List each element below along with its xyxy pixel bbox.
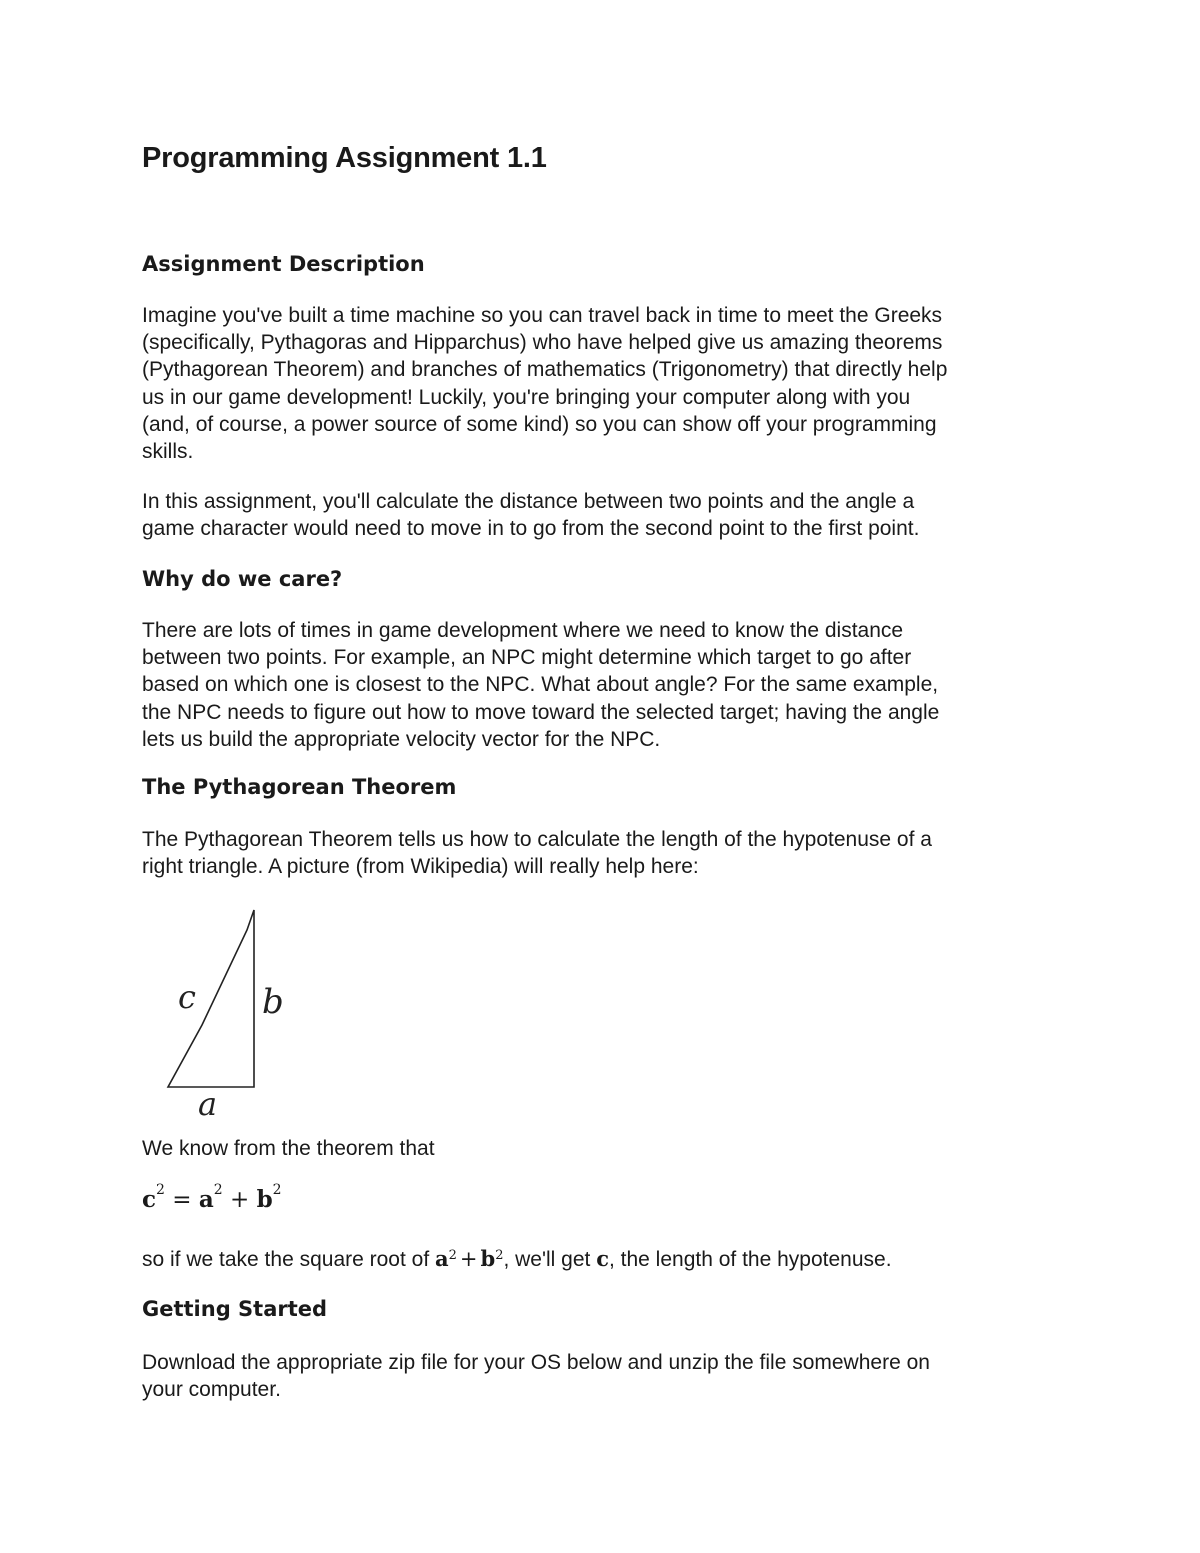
text-line: We know from the theorem that [142, 1137, 435, 1160]
label-c: c [178, 978, 196, 1016]
eq-exp: 2 [272, 1182, 282, 1198]
text-line: based on which one is closest to the NPC. What about angle? For the same example, [142, 673, 939, 697]
inline-math-c: c [596, 1246, 609, 1271]
heading-assignment-description: Assignment Description [142, 252, 425, 276]
text-line: lets us build the appropriate velocity vector for the NPC. [142, 727, 661, 751]
heading-getting-started: Getting Started [142, 1297, 328, 1321]
text-line: (specifically, Pythagoras and Hipparchus) who have helped give us amazing theorems [142, 331, 943, 355]
paragraph-square-root [142, 1245, 1047, 1273]
heading-pythagorean-theorem: The Pythagorean Theorem [142, 775, 457, 799]
text-line: your computer. [142, 1378, 281, 1402]
math-exp: 2 [448, 1248, 457, 1263]
paragraph-assignment-goal [142, 488, 1047, 542]
eq-plus: + [229, 1187, 250, 1213]
right-triangle-diagram [142, 895, 342, 1125]
text-line: skills. [142, 440, 194, 464]
text-line: There are lots of times in game development where we need to know the distance [142, 619, 904, 642]
text-line: (and, of course, a power source of some kind) so you can show off your programming [142, 412, 937, 436]
eq-c: c [142, 1186, 157, 1213]
right-triangle-figure [142, 895, 342, 1130]
sqrt-text-before: so if we take the square root of [142, 1248, 435, 1271]
text-line: between two points. For example, an NPC might determine which target to go after [142, 646, 912, 670]
paragraph-we-know [142, 1135, 1047, 1162]
math-plus: + [459, 1247, 478, 1271]
text-line: (Pythagorean Theorem) and branches of mathematics (Trigonometry) that directly help [142, 358, 948, 382]
text-line: The Pythagorean Theorem tells us how to calculate the length of the hypotenuse of a [142, 828, 932, 851]
math-a: a [435, 1246, 449, 1271]
sqrt-text-after: , the length of the hypotenuse. [608, 1248, 892, 1271]
pythagorean-equation [142, 1182, 282, 1213]
inline-math-sum [435, 1246, 503, 1271]
sqrt-text-middle: , we'll get [503, 1248, 597, 1271]
eq-a: a [198, 1186, 214, 1213]
text-line: Download the appropriate zip file for your OS below and unzip the file somewhere on [142, 1351, 930, 1374]
text-line: game character would need to move in to go from the second point to the first point. [142, 517, 920, 541]
eq-equals: = [172, 1187, 192, 1213]
text-line: us in our game development! Luckily, you're bringing your computer along with you [142, 385, 911, 409]
heading-why-do-we-care: Why do we care? [142, 567, 343, 591]
text-line: right triangle. A picture (from Wikipedia) will really help here: [142, 855, 699, 879]
text-line [142, 1245, 1047, 1273]
paragraph-getting-started [142, 1349, 1047, 1403]
text-line: Imagine you've built a time machine so you can travel back in time to meet the Greeks [142, 304, 943, 327]
eq-b: b [256, 1186, 273, 1213]
text-line: In this assignment, you'll calculate the distance between two points and the angle a [142, 490, 915, 513]
text-line: the NPC needs to figure out how to move toward the selected target; having the angle [142, 700, 940, 724]
math-b: b [480, 1246, 496, 1271]
label-b: b [262, 982, 284, 1022]
paragraph-why [142, 617, 1047, 753]
eq-exp: 2 [156, 1182, 165, 1198]
paragraph-pythagorean [142, 826, 1047, 880]
paragraph-intro [142, 302, 1047, 465]
page-title: Programming Assignment 1.1 [142, 142, 547, 174]
label-a: a [198, 1085, 218, 1123]
math-exp: 2 [495, 1248, 504, 1263]
eq-exp: 2 [213, 1182, 223, 1198]
